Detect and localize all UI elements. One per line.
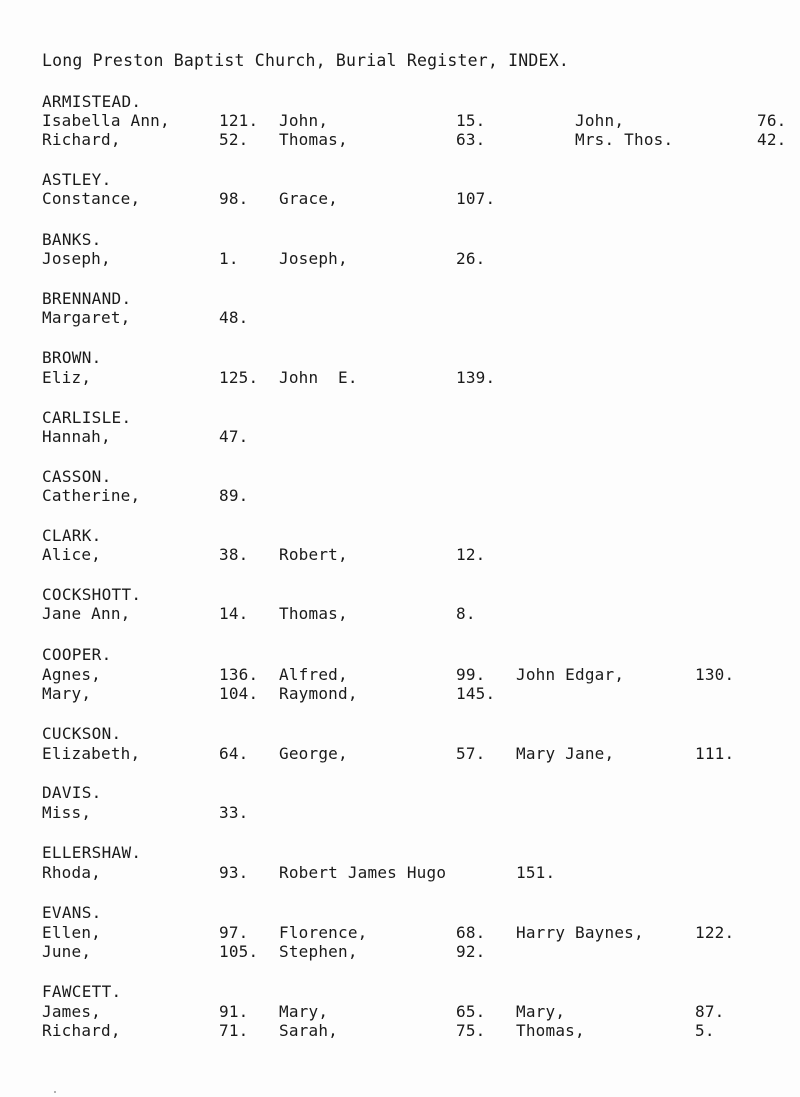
- entry-number: 12.: [456, 545, 486, 564]
- surname-heading: BROWN.: [42, 348, 102, 367]
- entry-name: Hannah,: [42, 427, 111, 446]
- scan-speck: [54, 1091, 56, 1093]
- entry-number: 64.: [219, 744, 249, 763]
- entry-name: Thomas,: [279, 130, 348, 149]
- entry-name: John,: [575, 111, 625, 130]
- entry-name: Miss,: [42, 803, 92, 822]
- surname-heading: ARMISTEAD.: [42, 92, 142, 111]
- entry-number: 38.: [219, 545, 249, 564]
- entry-name: Thomas,: [279, 604, 348, 623]
- entry-number: 97.: [219, 923, 249, 942]
- entry-number: 125.: [219, 368, 259, 387]
- entry-name: John,: [279, 111, 329, 130]
- entry-number: 33.: [219, 803, 249, 822]
- entry-name: Elizabeth,: [42, 744, 141, 763]
- entry-number: 52.: [219, 130, 249, 149]
- entry-name: Jane Ann,: [42, 604, 131, 623]
- entry-number: 68.: [456, 923, 486, 942]
- entry-number: 151.: [516, 863, 556, 882]
- entry-name: Mary,: [516, 1002, 566, 1021]
- entry-name: Thomas,: [516, 1021, 585, 1040]
- entry-name: June,: [42, 942, 92, 961]
- entry-number: 91.: [219, 1002, 249, 1021]
- entry-name: Mary,: [42, 684, 92, 703]
- entry-name: Ellen,: [42, 923, 101, 942]
- surname-heading: CLARK.: [42, 526, 102, 545]
- entry-number: 63.: [456, 130, 486, 149]
- entry-number: 87.: [695, 1002, 725, 1021]
- entry-number: 75.: [456, 1021, 486, 1040]
- surname-heading: COCKSHOTT.: [42, 585, 142, 604]
- entry-name: Constance,: [42, 189, 141, 208]
- entry-name: Margaret,: [42, 308, 131, 327]
- surname-heading: CUCKSON.: [42, 724, 122, 743]
- entry-number: 47.: [219, 427, 249, 446]
- surname-heading: ELLERSHAW.: [42, 843, 142, 862]
- surname-heading: CARLISLE.: [42, 408, 132, 427]
- entry-name: Agnes,: [42, 665, 101, 684]
- entry-number: 98.: [219, 189, 249, 208]
- surname-heading: BANKS.: [42, 230, 102, 249]
- entry-name: Harry Baynes,: [516, 923, 644, 942]
- surname-heading: FAWCETT.: [42, 982, 122, 1001]
- entry-name: Grace,: [279, 189, 338, 208]
- entry-number: 92.: [456, 942, 486, 961]
- entry-number: 139.: [456, 368, 496, 387]
- entry-number: 26.: [456, 249, 486, 268]
- entry-number: 99.: [456, 665, 486, 684]
- entry-name: Florence,: [279, 923, 368, 942]
- entry-name: Catherine,: [42, 486, 141, 505]
- surname-heading: CASSON.: [42, 467, 112, 486]
- entry-number: 145.: [456, 684, 496, 703]
- entry-number: 93.: [219, 863, 249, 882]
- entry-number: 104.: [219, 684, 259, 703]
- surname-heading: ASTLEY.: [42, 170, 112, 189]
- entry-name: Stephen,: [279, 942, 358, 961]
- entry-number: 89.: [219, 486, 249, 505]
- surname-heading: EVANS.: [42, 903, 102, 922]
- document-title: Long Preston Baptist Church, Burial Register, INDEX.: [42, 51, 569, 70]
- entry-number: 14.: [219, 604, 249, 623]
- entry-name: Alice,: [42, 545, 101, 564]
- entry-number: 1.: [219, 249, 239, 268]
- entry-number: 121.: [219, 111, 259, 130]
- entry-name: Isabella Ann,: [42, 111, 170, 130]
- entry-number: 65.: [456, 1002, 486, 1021]
- entry-number: 130.: [695, 665, 735, 684]
- surname-heading: COOPER.: [42, 645, 112, 664]
- entry-name: Rhoda,: [42, 863, 101, 882]
- entry-number: 71.: [219, 1021, 249, 1040]
- entry-name: Richard,: [42, 1021, 121, 1040]
- entry-number: 122.: [695, 923, 735, 942]
- entry-number: 15.: [456, 111, 486, 130]
- entry-name: George,: [279, 744, 348, 763]
- entry-number: 42.: [757, 130, 787, 149]
- surname-heading: DAVIS.: [42, 783, 102, 802]
- entry-number: 5.: [695, 1021, 715, 1040]
- entry-name: Joseph,: [42, 249, 111, 268]
- entry-number: 8.: [456, 604, 476, 623]
- entry-name: John E.: [279, 368, 358, 387]
- entry-number: 76.: [757, 111, 787, 130]
- entry-name: Joseph,: [279, 249, 348, 268]
- entry-name: Mary Jane,: [516, 744, 615, 763]
- entry-name: Sarah,: [279, 1021, 338, 1040]
- entry-name: James,: [42, 1002, 101, 1021]
- entry-number: 136.: [219, 665, 259, 684]
- entry-name: Robert,: [279, 545, 348, 564]
- entry-number: 105.: [219, 942, 259, 961]
- entry-name: Richard,: [42, 130, 121, 149]
- surname-heading: BRENNAND.: [42, 289, 132, 308]
- entry-name: Mary,: [279, 1002, 329, 1021]
- entry-name: Mrs. Thos.: [575, 130, 674, 149]
- entry-name: Eliz,: [42, 368, 92, 387]
- entry-number: 111.: [695, 744, 735, 763]
- entry-name: John Edgar,: [516, 665, 625, 684]
- entry-number: 57.: [456, 744, 486, 763]
- entry-number: 48.: [219, 308, 249, 327]
- entry-name: Raymond,: [279, 684, 358, 703]
- entry-name: Alfred,: [279, 665, 348, 684]
- entry-number: 107.: [456, 189, 496, 208]
- entry-name: Robert James Hugo: [279, 863, 447, 882]
